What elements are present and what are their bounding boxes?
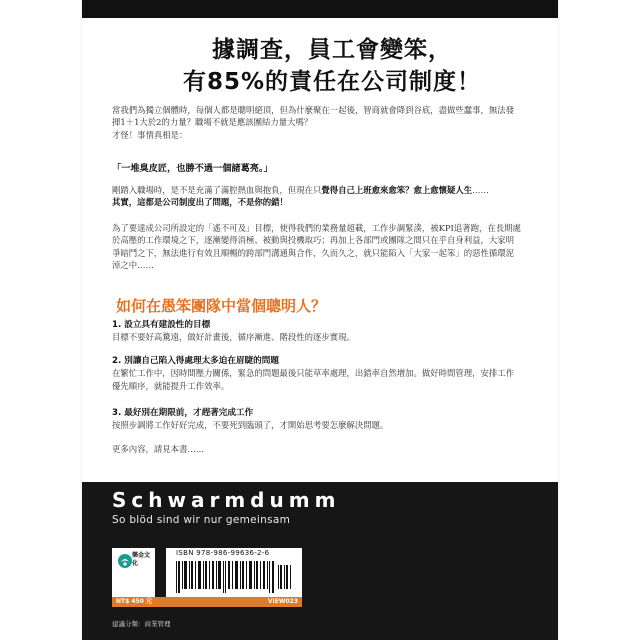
headline-line1: 據調查，員工會變笨， <box>212 37 452 63</box>
barcode-icon <box>174 559 294 595</box>
publisher-logo-box <box>112 548 155 598</box>
tip-3-title: 3. 最好別在期限前，才趕著完成工作 <box>112 408 254 418</box>
isbn: ISBN 978-986-99636-2-6 <box>176 549 270 557</box>
publisher-logo-icon <box>117 553 133 569</box>
quote: 「一堆臭皮匠，也勝不過一個諸葛亮。」 <box>112 163 273 174</box>
headline-line2 <box>122 66 542 98</box>
headline-highlight: 公司制度 <box>361 69 458 95</box>
intro-line2: 才怪！事情真相是： <box>112 129 188 140</box>
paragraph-2 <box>112 184 522 209</box>
book-back-cover <box>82 0 558 640</box>
tip-2-body: 在繁忙工作中，因時間壓力關係，緊急的問題最後只能草率處理，出錯率自然增加。做好時間管理，安排工作優先順序，就能提升工作效率。 <box>112 368 514 391</box>
headline-line2-post: ！ <box>457 69 482 95</box>
section-title: 如何在愚笨團隊中當個聰明人？ <box>116 297 327 315</box>
original-subtitle: So blöd sind wir nur gemeinsam <box>112 514 291 526</box>
price: NT$ 450 元 <box>116 598 152 605</box>
tip-3-body: 按照步調將工作好好完成，不要死到臨頭了，才開始思考要怎麼解決問題。 <box>112 420 389 430</box>
category-label: 建議分類：商業管理 <box>112 620 171 628</box>
paragraph-2-line1 <box>112 184 522 196</box>
intro-paragraph <box>112 104 522 141</box>
intro-text: 當我們為獨立個體時，每個人都是聰明絕頂，但為什麼聚在一起後，智商就會降到谷底，盡做些蠢事，無法發揮1＋1大於2的力量？職場不就是應該團結力量大嗎？ <box>112 105 514 128</box>
tip-1-title: 1. 設立具有建設性的目標 <box>112 320 211 330</box>
headline <box>122 34 542 98</box>
price-bar <box>112 597 302 607</box>
paragraph-2-bold: 覺得自己上班愈來愈笨？愈上愈懷疑人生 <box>321 185 473 195</box>
original-title: Schwarmdumm <box>112 488 341 512</box>
more-content-note: 更多內容，請見本書…… <box>112 444 205 454</box>
tip-2-title: 2. 別讓自己陷入得處理太多迫在眉睫的問題 <box>112 356 279 366</box>
paragraph-2-line2: 其實，這都是公司制度出了問題，不是你的錯！ <box>112 197 288 208</box>
headline-line2-pre: 有85%的責任在 <box>182 69 362 95</box>
paragraph-3: 為了要達成公司所設定的「遙不可及」目標，使得我們的業務量超載，工作步調緊湊，被KPI追著跑，在長期處於高壓的工作環境之下，逐漸變得消極、被動與投機取巧；再加上各部門或團隊之間只在乎自身利益，大家明爭暗鬥之下，無法進行有效且順暢的跨部門溝通與合作，久而久之，就只能陷入「大家一起笨」的惡性循環泥淖之中…… <box>112 223 521 271</box>
top-band <box>82 0 558 18</box>
series-code: VIEW023 <box>267 598 298 605</box>
tip-1-body: 目標不要好高騖遠，做好計畫後，循序漸進、階段性的逐步實現。 <box>112 332 355 342</box>
paragraph-2-normal: 剛踏入職場時，是不是充滿了滿腔熱血與抱負，但現在只 <box>112 185 322 195</box>
barcode-box <box>166 548 302 598</box>
paragraph-2-end: …… <box>472 185 489 195</box>
publisher-name: 樂金文化 <box>132 552 151 567</box>
